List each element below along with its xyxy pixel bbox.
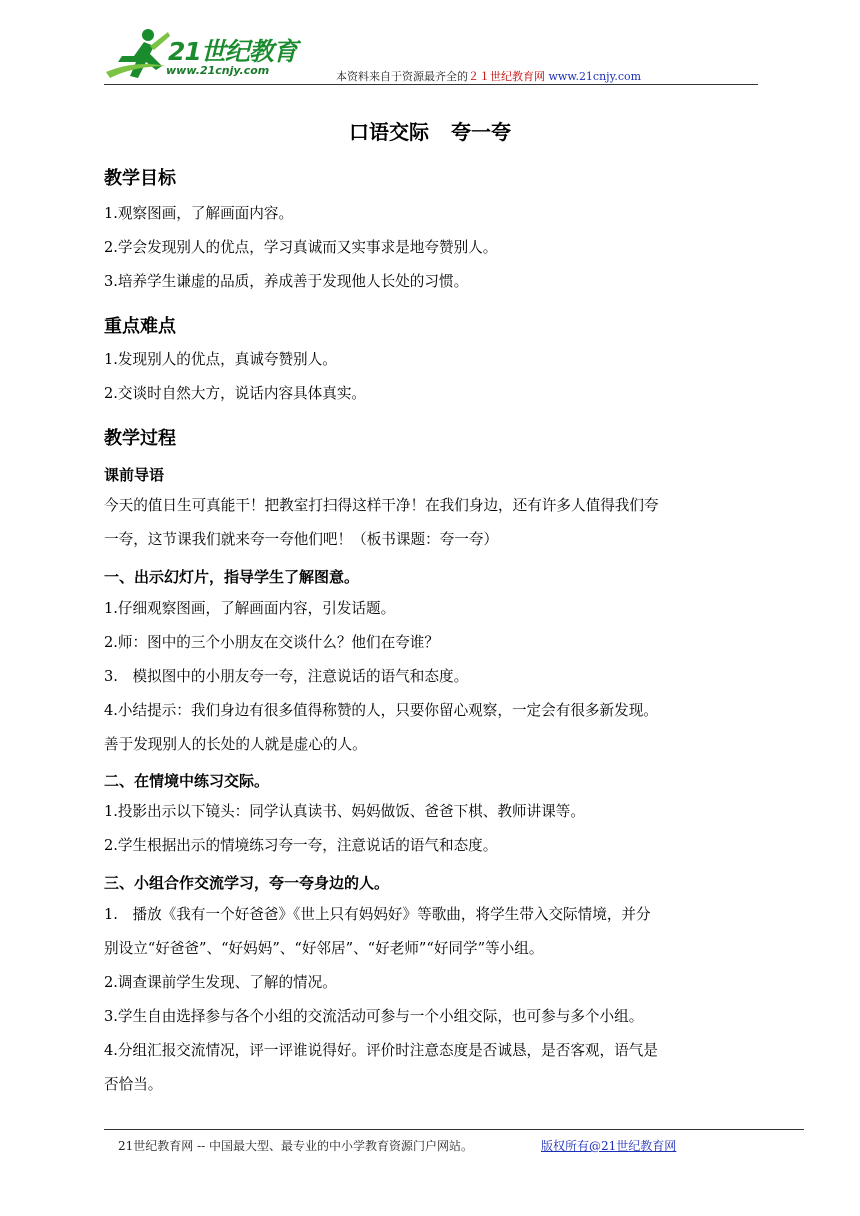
part3-line: 别设立“好爸爸”、“好妈妈”、“好邻居”、“好老师”“好同学”等小组。 <box>104 940 544 957</box>
key-points-item: 2.交谈时自然大方，说话内容具体真实。 <box>104 385 367 402</box>
goals-heading: 教学目标 <box>104 168 176 189</box>
header-note <box>336 68 641 84</box>
goals-item: 3.培养学生谦虚的品质，养成善于发现他人长处的习惯。 <box>104 273 469 290</box>
part3-line: 1. 播放《我有一个好爸爸》《世上只有妈妈好》等歌曲，将学生带入交际情境，并分 <box>104 906 651 923</box>
goals-item: 1.观察图画，了解画面内容。 <box>104 205 294 222</box>
intro-line: 今天的值日生可真能干！把教室打扫得这样干净！在我们身边，还有许多人值得我们夸 <box>104 497 659 514</box>
page-header <box>104 26 758 86</box>
part3-line: 否恰当。 <box>104 1076 163 1093</box>
site-logo[interactable] <box>104 26 304 82</box>
intro-line: 一夸，这节课我们就来夸一夸他们吧！（板书课题：夸一夸） <box>104 531 499 548</box>
logo-url: www.21cnjy.com <box>166 64 270 77</box>
part2-line: 2.学生根据出示的情境练习夸一夸，注意说话的语气和态度。 <box>104 837 498 854</box>
footer-copyright-link[interactable]: 版权所有@21世纪教育网 <box>541 1139 677 1153</box>
part1-heading: 一、出示幻灯片，指导学生了解图意。 <box>104 568 360 586</box>
part1-line: 3. 模拟图中的小朋友夸一夸，注意说话的语气和态度。 <box>104 668 469 685</box>
page-title <box>0 116 860 145</box>
runner-logo-icon <box>104 26 174 82</box>
goals-item: 2.学会发现别人的优点，学习真诚而又实事求是地夸赞别人。 <box>104 239 498 256</box>
header-site-link[interactable]: ２１世纪教育网 <box>468 70 545 83</box>
key-points-heading: 重点难点 <box>104 316 176 337</box>
part1-line: 2.师：图中的三个小朋友在交谈什么？他们在夸谁？ <box>104 634 439 651</box>
key-points-item: 1.发现别人的优点，真诚夸赞别人。 <box>104 351 337 368</box>
header-note-prefix: 本资料来自于资源最齐全的 <box>336 70 468 83</box>
part3-line: 3.学生自由选择参与各个小组的交流活动可参与一个小组交际，也可参与多个小组。 <box>104 1008 644 1025</box>
title-left: 口语交际 <box>349 120 429 144</box>
intro-heading: 课前导语 <box>104 466 165 484</box>
header-url-link[interactable]: www.21cnjy.com <box>548 70 642 83</box>
logo-text: 21世纪教育 <box>168 37 297 66</box>
header-divider <box>104 84 758 85</box>
part1-line: 1.仔细观察图画，了解画面内容，引发话题。 <box>104 600 396 617</box>
footer-text: 21世纪教育网 -- 中国最大型、最专业的中小学教育资源门户网站。 <box>118 1139 474 1153</box>
process-heading: 教学过程 <box>104 428 176 449</box>
part1-line: 善于发现别人的长处的人就是虚心的人。 <box>104 736 367 753</box>
title-right: 夸一夸 <box>451 120 511 144</box>
part1-line: 4.小结提示：我们身边有很多值得称赞的人，只要你留心观察，一定会有很多新发现。 <box>104 702 658 719</box>
part3-heading: 三、小组合作交流学习，夸一夸身边的人。 <box>104 874 390 892</box>
footer-divider <box>104 1129 804 1130</box>
part3-line: 2.调查课前学生发现、了解的情况。 <box>104 974 337 991</box>
part3-line: 4.分组汇报交流情况，评一评谁说得好。评价时注意态度是否诚恳，是否客观，语气是 <box>104 1042 658 1059</box>
part2-line: 1.投影出示以下镜头：同学认真读书、妈妈做饭、爸爸下棋、教师讲课等。 <box>104 803 585 820</box>
part2-heading: 二、在情境中练习交际。 <box>104 772 270 790</box>
